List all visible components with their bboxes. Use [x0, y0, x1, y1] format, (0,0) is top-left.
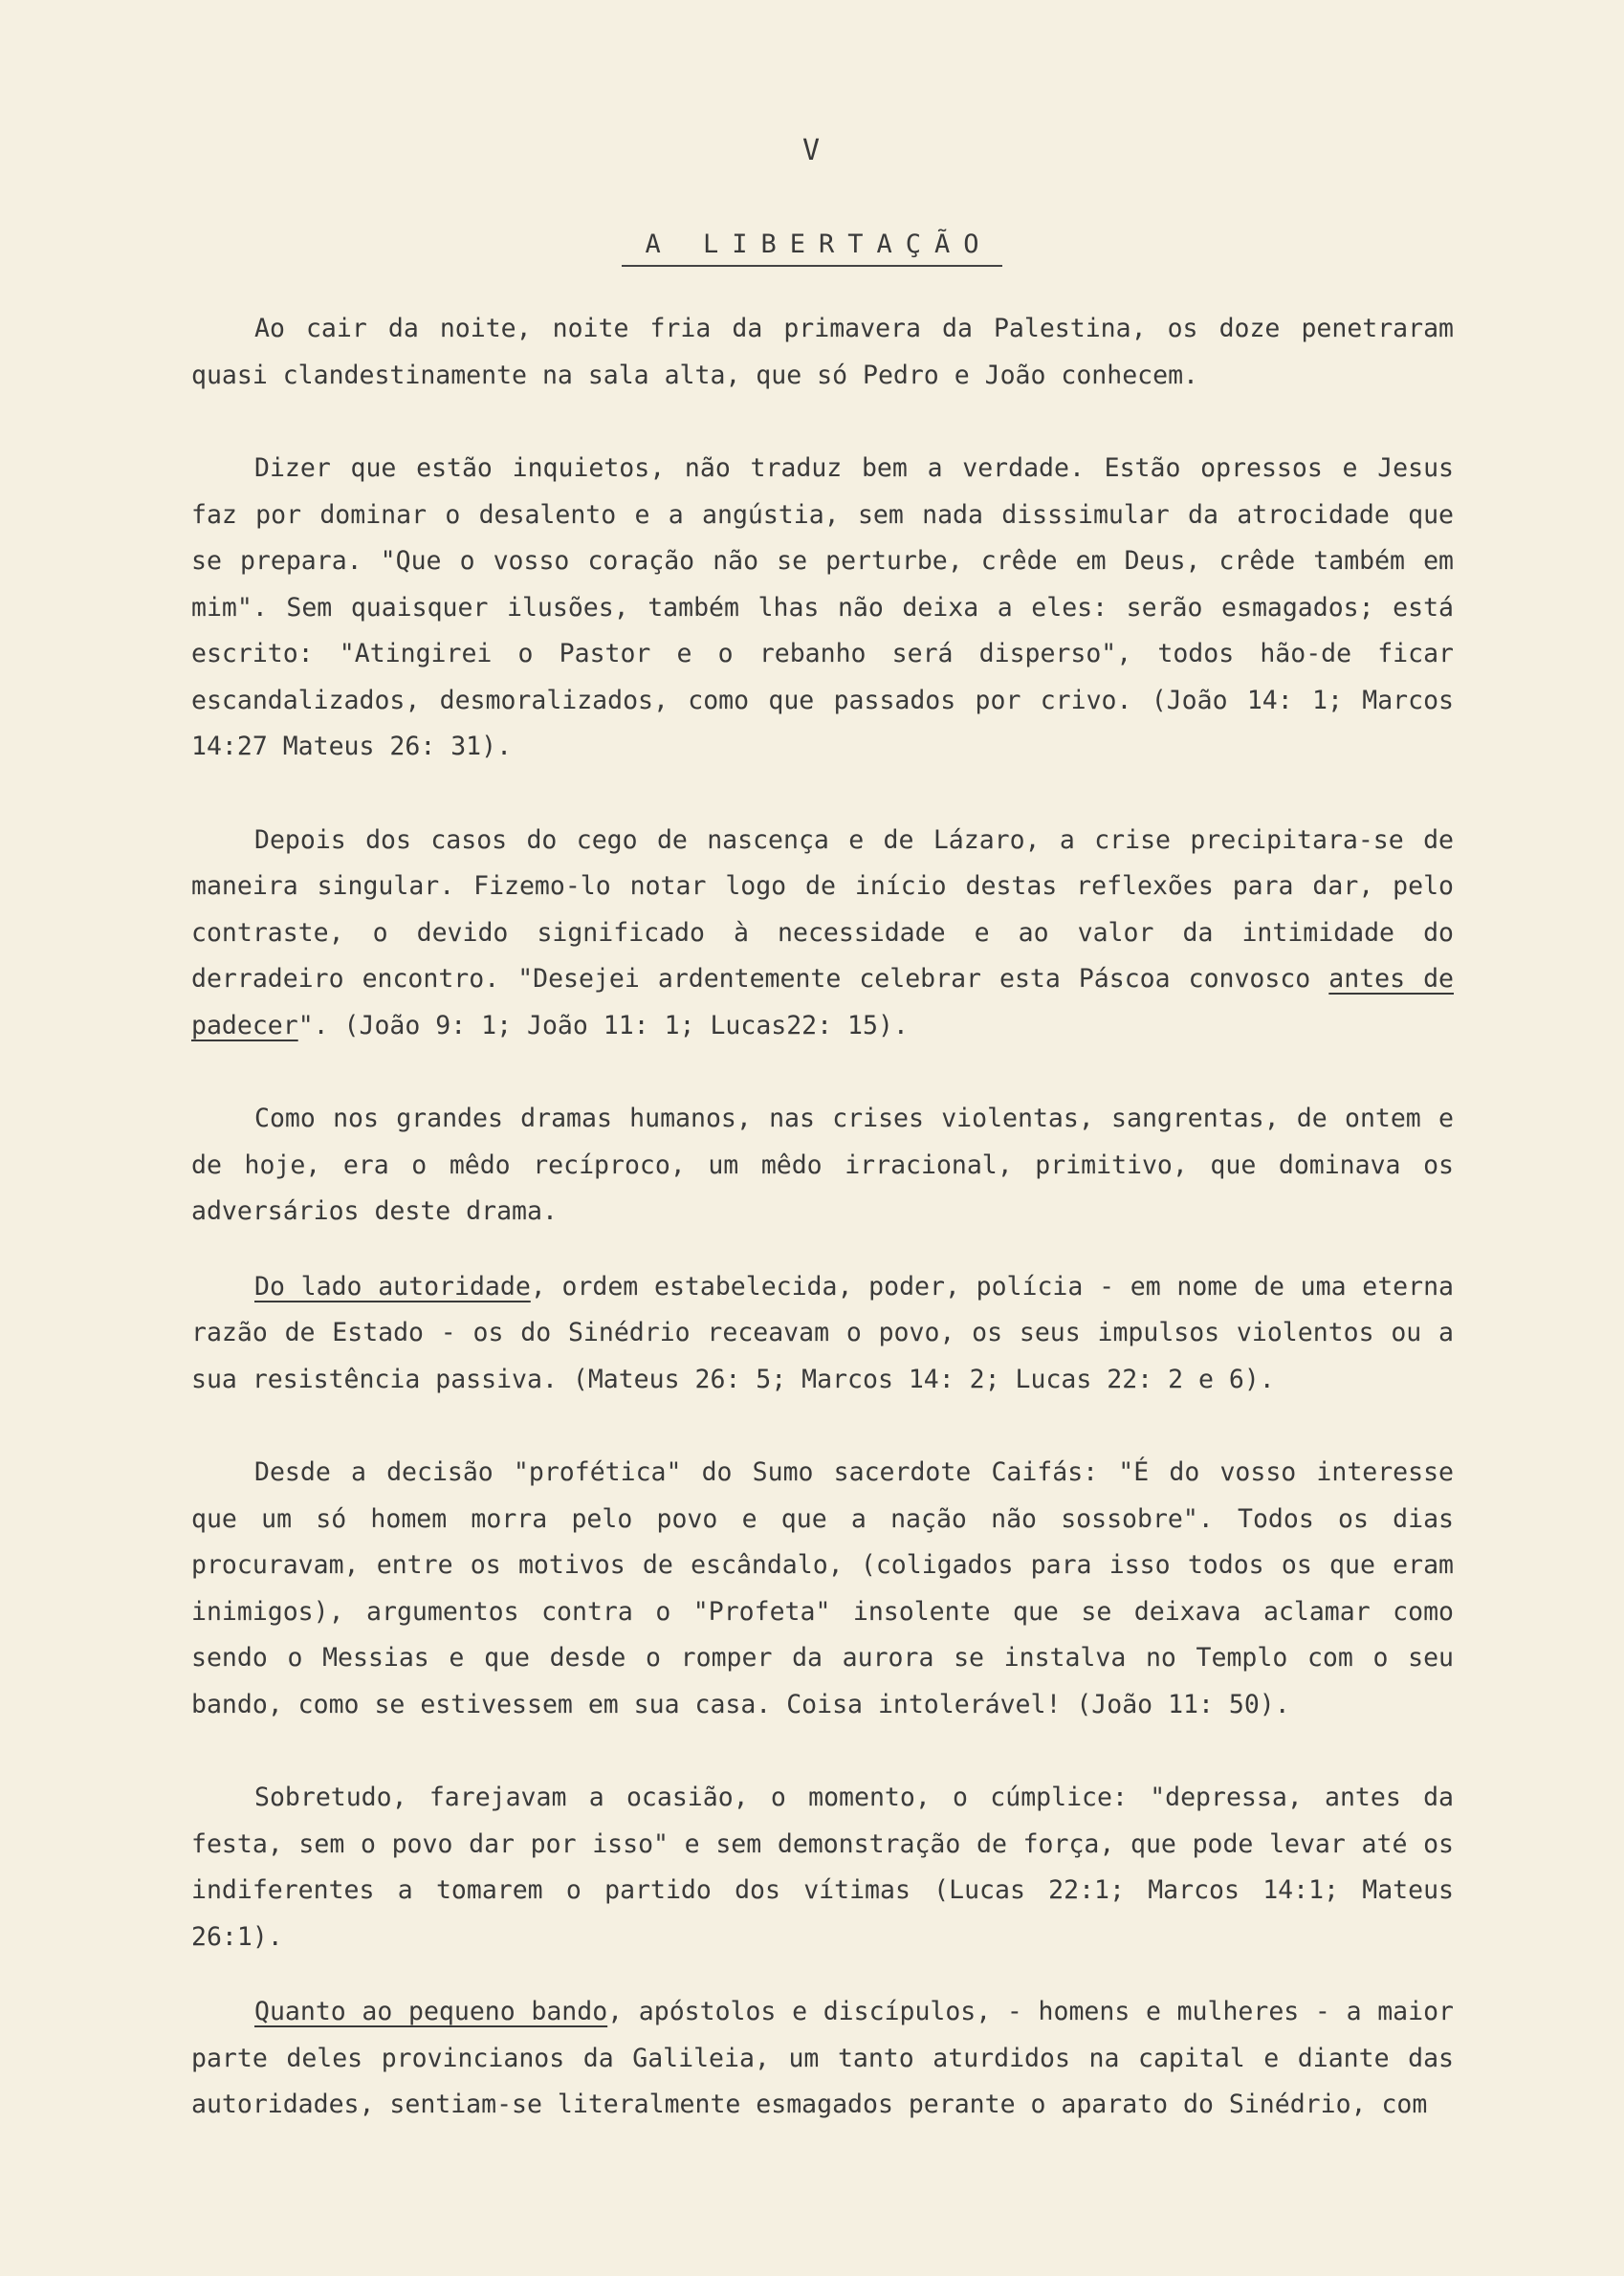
- chapter-title-text: A LIBERTAÇÃO: [622, 230, 1001, 267]
- paragraph-1: Ao cair da noite, noite fria da primavera da Palestina, os doze penetraram quasi clandestinamente na sala alta, que só Pedro e João conhecem.: [191, 314, 1454, 390]
- paragraph-5: Do lado autoridade, ordem estabelecida, poder, polícia - em nome de uma eterna razão de Estado - os do Sinédrio receavam o povo, os seus impulsos violentos ou a sua resistência passiva. (Mateus 26: 5; Marcos 14: 2; Lucas 22: 2 e 6).: [191, 1271, 1454, 1394]
- underlined-phrase: antes de padecer: [191, 964, 1454, 1040]
- underlined-phrase: Do lado autoridade: [254, 1271, 531, 1302]
- chapter-title: [0, 230, 1624, 267]
- paragraph-2: Dizer que estão inquietos, não traduz bem a verdade. Estão opressos e Jesus faz por dominar o desalento e a angústia, sem nada disssimular da atrocidade que se prepara. "Que o vosso coração não se perturbe, crêde em Deus, crêde também em mim". Sem quaisquer ilusões, também lhas não deixa a eles: serão esmagados; está escrito: "Atingirei o Pastor e o rebanho será disperso", todos hão-de ficar escandalizados, desmoralizados, como que passados por crivo. (João 14: 1; Marcos 14:27 Mateus 26: 31).: [191, 453, 1454, 761]
- paragraph-7: Sobretudo, farejavam a ocasião, o momento, o cúmplice: "depressa, antes da festa, sem o povo dar por isso" e sem demonstração de força, que pode levar até os indiferentes a tomarem o partido dos vítimas (Lucas 22:1; Marcos 14:1; Mateus 26:1).: [191, 1783, 1454, 1952]
- underlined-phrase: Quanto ao pequeno bando: [254, 1997, 608, 2026]
- paragraph-3: Depois dos casos do cego de nascença e de Lázaro, a crise precipitara-se de maneira singular. Fizemo-lo notar logo de início destas reflexões para dar, pelo contraste, o devido significado à necessidade e ao valor da intimidade do derradeiro encontro. "Desejei ardentemente celebrar esta Páscoa convosco antes de padecer". (João 9: 1; João 11: 1; Lucas22: 15).: [191, 824, 1454, 1040]
- document-body: [191, 306, 1454, 2129]
- chapter-number: V: [801, 134, 823, 167]
- paragraph-4: Como nos grandes dramas humanos, nas crises violentas, sangrentas, de ontem e de hoje, era o mêdo recíproco, um mêdo irracional, primitivo, que dominava os adversários deste drama.: [191, 1104, 1454, 1226]
- paragraph-6: Desde a decisão "profética" do Sumo sacerdote Caifás: "É do vosso interesse que um só homem morra pelo povo e que a nação não sossobre". Todos os dias procuravam, entre os motivos de escândalo, (coligados para isso todos os que eram inimigos), argumentos contra o "Profeta" insolente que se deixava aclamar como sendo o Messias e que desde o romper da aurora se instalva no Templo com o seu bando, como se estivessem em sua casa. Coisa intolerável! (João 11: 50).: [191, 1457, 1454, 1719]
- paragraph-8: Quanto ao pequeno bando, apóstolos e discípulos, - homens e mulheres - a maior parte deles provincianos da Galileia, um tanto aturdidos na capital e diante das autoridades, sentiam-se literalmente esmagados perante o aparato do Sinédrio, com: [191, 1997, 1454, 2119]
